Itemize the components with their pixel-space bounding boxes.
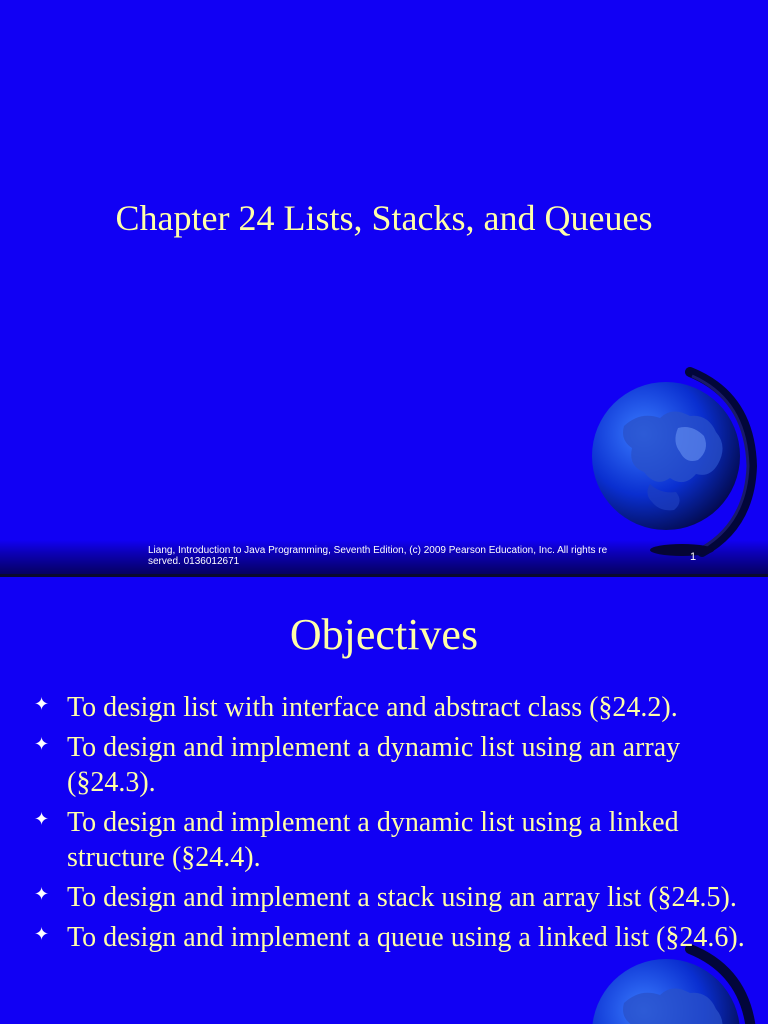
objective-item [0,920,768,955]
objectives-title: Objectives [289,610,479,659]
page-number: 1 [690,551,697,563]
footer-copyright: Liang, Introduction to Java Programming, Seventh Edition, (c) 2009 Pearson Education, Inc. All rights reserved. 0136012671 [148,545,608,567]
objective-text: To design and implement a dynamic list using a linked structure (§24.4). [67,807,679,873]
bullet-star-icon: ✦ [34,694,50,715]
bullet-star-icon: ✦ [34,884,50,905]
objective-text: To design and implement a stack using an array list (§24.5). [67,882,737,913]
objective-text: To design and implement a dynamic list using an array (§24.3). [67,732,681,798]
objective-text: To design and implement a queue using a linked list (§24.6). [67,922,745,953]
bullet-star-icon: ✦ [34,734,50,755]
objective-text: To design list with interface and abstract class (§24.2). [67,692,678,723]
slide-title: Chapter 24 Lists, Stacks, and Queues [115,198,653,238]
objective-item [0,730,768,800]
objective-item [0,805,768,875]
bullet-star-icon: ✦ [34,924,50,945]
objective-item [0,690,768,725]
objectives-list [0,690,768,960]
slide-2 [0,577,768,1024]
objective-item [0,880,768,915]
globe-icon [580,366,760,566]
bullet-star-icon: ✦ [34,809,50,830]
